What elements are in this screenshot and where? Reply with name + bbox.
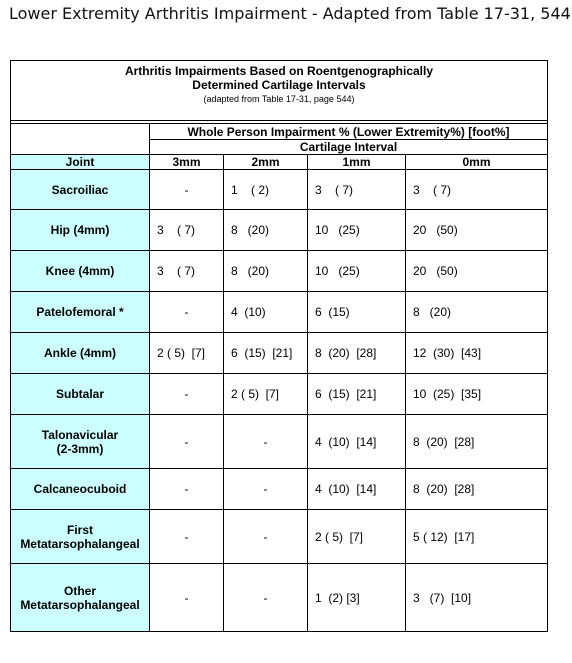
value-cell: - — [224, 510, 308, 564]
table-caption — [11, 61, 548, 121]
table-row — [11, 374, 548, 415]
joint-label: Metatarsophalangeal — [20, 536, 140, 551]
joint-label: Ankle (4mm) — [43, 346, 117, 360]
value-cell: 10 (25) [35] — [406, 374, 548, 415]
value-cell: 2 ( 5) [7] — [224, 374, 308, 415]
value-cell: 3 ( 7) — [150, 251, 224, 292]
value-cell: 6 (15) [21] — [224, 333, 308, 374]
value-cell: 4 (10) [14] — [308, 469, 406, 510]
table-row — [11, 292, 548, 333]
value-cell: 5 ( 12) [17] — [406, 510, 548, 564]
value-cell: 8 (20) — [224, 251, 308, 292]
value-cell: - — [224, 415, 308, 469]
value-cell: - — [150, 469, 224, 510]
joint-cell — [11, 292, 150, 333]
column-header-0mm: 0mm — [406, 155, 548, 170]
value-cell: 8 (20) [28] — [308, 333, 406, 374]
joint-cell — [11, 210, 150, 251]
value-cell: 12 (30) [43] — [406, 333, 548, 374]
value-cell: 8 (20) [28] — [406, 415, 548, 469]
column-header-3mm: 3mm — [150, 155, 224, 170]
table-row — [11, 210, 548, 251]
value-cell: 2 ( 5) [7] — [308, 510, 406, 564]
joint-column-header: Joint — [11, 155, 150, 170]
joint-label: Subtalar — [55, 387, 104, 401]
value-cell: 8 (20) [28] — [406, 469, 548, 510]
column-header-row — [11, 155, 548, 170]
joint-label: Metatarsophalangeal — [20, 597, 140, 612]
caption-line-1: Arthritis Impairments Based on Roentgenographically — [124, 64, 434, 78]
value-cell: - — [150, 292, 224, 333]
joint-cell — [11, 170, 150, 210]
joint-label: Knee (4mm) — [45, 264, 115, 278]
value-cell: 10 (25) — [308, 210, 406, 251]
table-row — [11, 510, 548, 564]
table-row — [11, 415, 548, 469]
joint-label: (2-3mm) — [56, 441, 104, 456]
value-cell: 3 ( 7) — [406, 170, 548, 210]
joint-cell — [11, 251, 150, 292]
joint-label: Talonavicular — [41, 427, 119, 442]
value-cell: 6 (15) — [308, 292, 406, 333]
caption-line-2: Determined Cartilage Intervals — [192, 78, 366, 92]
value-cell: - — [224, 564, 308, 632]
joint-label: Other — [63, 583, 96, 598]
joint-label: Sacroiliac — [51, 182, 109, 197]
page-title: Lower Extremity Arthritis Impairment - Adapted from Table 17-31, 544 — [9, 4, 571, 23]
value-cell: 4 (10) — [224, 292, 308, 333]
value-cell: 20 (50) — [406, 210, 548, 251]
value-cell: 1 ( 2) — [224, 170, 308, 210]
impairment-header: Whole Person Impairment % (Lower Extremity%) [foot%] — [150, 124, 548, 140]
column-header-1mm: 1mm — [308, 155, 406, 170]
joint-cell — [11, 564, 150, 632]
joint-cell — [11, 510, 150, 564]
value-cell: 3 (7) [10] — [406, 564, 548, 632]
value-cell: - — [150, 510, 224, 564]
impairment-header-row — [11, 124, 548, 140]
blank-header-cell — [11, 124, 150, 155]
table-row — [11, 251, 548, 292]
value-cell: - — [150, 170, 224, 210]
value-cell: 1 (2) [3] — [308, 564, 406, 632]
table-row — [11, 333, 548, 374]
value-cell: 10 (25) — [308, 251, 406, 292]
joint-label: Hip (4mm) — [50, 223, 110, 237]
value-cell: 4 (10) [14] — [308, 415, 406, 469]
value-cell: 8 (20) — [224, 210, 308, 251]
value-cell: - — [150, 415, 224, 469]
joint-label: First — [66, 522, 93, 537]
table-row — [11, 469, 548, 510]
arthritis-impairment-table — [10, 60, 548, 632]
caption-note: (adapted from Table 17-31, page 544) — [203, 94, 355, 104]
joint-label: Calcaneocuboid — [33, 482, 127, 496]
value-cell: 3 ( 7) — [308, 170, 406, 210]
value-cell: 8 (20) — [406, 292, 548, 333]
value-cell: 20 (50) — [406, 251, 548, 292]
table-row — [11, 564, 548, 632]
caption-row — [11, 61, 548, 121]
value-cell: - — [150, 374, 224, 415]
table-row — [11, 170, 548, 210]
joint-cell — [11, 469, 150, 510]
value-cell: - — [150, 564, 224, 632]
value-cell: 3 ( 7) — [150, 210, 224, 251]
joint-label: Patelofemoral * — [36, 305, 124, 319]
value-cell: - — [224, 469, 308, 510]
joint-cell — [11, 415, 150, 469]
value-cell: 6 (15) [21] — [308, 374, 406, 415]
column-header-2mm: 2mm — [224, 155, 308, 170]
joint-cell — [11, 333, 150, 374]
cartilage-interval-header: Cartilage Interval — [150, 140, 548, 155]
value-cell: 2 ( 5) [7] — [150, 333, 224, 374]
joint-cell — [11, 374, 150, 415]
